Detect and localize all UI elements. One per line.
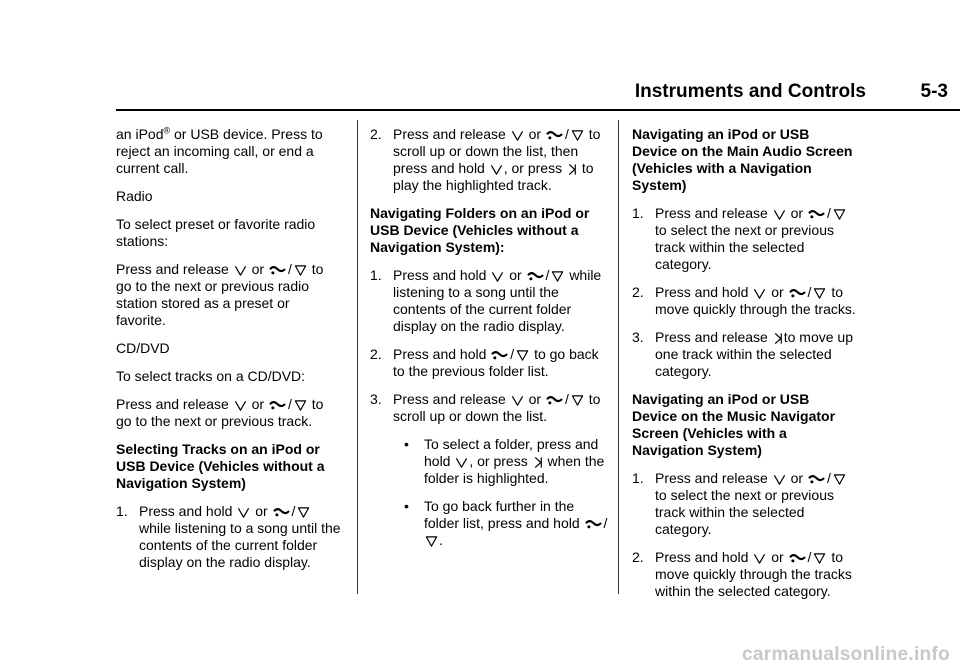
text: To select a folder, press and hold [424, 436, 599, 469]
list-item [632, 470, 858, 538]
list-item [632, 284, 858, 318]
down-arrow-icon [813, 552, 826, 565]
text: / [826, 205, 831, 221]
text: Press and hold [393, 267, 487, 283]
text: / [807, 549, 812, 565]
text: one track within the selected category. [655, 346, 832, 379]
step-number: 3. [632, 329, 644, 345]
down-arrow-icon [297, 506, 310, 519]
text: back to the previous folder list. [393, 346, 599, 379]
text: to select the next or previous track within the selected category. [655, 487, 834, 537]
seek-icon [585, 518, 602, 531]
text: to select the next or previous track within the selected category. [655, 222, 834, 272]
text: to [311, 261, 324, 277]
up-arrow-icon [234, 399, 247, 412]
list-item [632, 549, 858, 600]
list-item [370, 126, 610, 194]
text: Press and hold [655, 549, 749, 565]
seek-icon [527, 270, 544, 283]
text: move quickly through the tracks. [655, 301, 856, 317]
text: Press and release [655, 329, 768, 345]
up-arrow-icon [237, 506, 250, 519]
text: to scroll up or down the list. [393, 391, 601, 424]
up-arrow-icon [490, 163, 503, 176]
seek-icon [789, 552, 806, 565]
text: Press and hold [655, 284, 749, 300]
text: / [510, 346, 515, 362]
text: or [255, 503, 268, 519]
down-arrow-icon [833, 473, 846, 486]
text: Press and release [116, 396, 229, 412]
text: go to the next or previous track. [116, 413, 313, 429]
right-arrow-icon [773, 332, 783, 345]
bullet-item [370, 498, 610, 549]
column-divider [357, 120, 358, 594]
text: or [771, 284, 784, 300]
text: to go [534, 346, 566, 362]
right-arrow-icon [533, 456, 543, 469]
text-column-3 [632, 126, 858, 611]
text: / [545, 267, 550, 283]
step-number: 3. [370, 391, 382, 407]
text: or USB device. Press to reject an incoming call, or end a current call. [116, 126, 323, 176]
seek-icon [789, 287, 806, 300]
text: or [790, 470, 804, 486]
down-arrow-icon [294, 399, 307, 412]
step-number: 1. [370, 267, 382, 283]
text: or [528, 126, 542, 142]
text: or [528, 391, 542, 407]
text: to play the highlighted track. [393, 160, 594, 193]
bullet-item [370, 436, 610, 487]
up-arrow-icon [753, 552, 766, 565]
text: / [564, 391, 569, 407]
up-arrow-icon [753, 287, 766, 300]
section-heading: Selecting Tracks on an iPod or USB Device (Vehicles without a Navigation System) [116, 441, 325, 491]
seek-icon [808, 473, 825, 486]
text: . [439, 532, 443, 548]
seek-icon [546, 394, 563, 407]
down-arrow-icon [571, 394, 584, 407]
seek-icon [273, 506, 290, 519]
down-arrow-icon [425, 535, 438, 548]
text: / [826, 470, 831, 486]
bullet-dot: • [404, 498, 409, 514]
text: or [251, 261, 265, 277]
up-arrow-icon [491, 270, 504, 283]
paragraph: To select preset or favorite radio stations: [116, 216, 316, 249]
paragraph [116, 126, 342, 177]
text: , or press [503, 160, 563, 176]
text: / [564, 126, 569, 142]
list-item [632, 205, 858, 273]
text: / [291, 503, 296, 519]
text: to move up [783, 329, 853, 345]
section-heading: Navigating an iPod or USB Device on the Music Navigator Screen (Vehicles with a Navigation System) [632, 391, 836, 458]
text: , or press [469, 453, 528, 469]
text: to [311, 396, 324, 412]
text: Press and release [393, 391, 506, 407]
text: go to the next or previous radio station stored as a preset or favorite. [116, 278, 310, 328]
step-number: 2. [370, 126, 382, 142]
text: or [790, 205, 804, 221]
seek-icon [546, 129, 563, 142]
seek-icon [491, 349, 508, 362]
text: Press and hold [393, 346, 487, 362]
step-number: 2. [632, 284, 644, 300]
right-arrow-icon [567, 163, 577, 176]
seek-icon [269, 264, 286, 277]
up-arrow-icon [511, 394, 524, 407]
registered-mark: ® [163, 125, 171, 136]
list-item [370, 346, 610, 380]
down-arrow-icon [571, 129, 584, 142]
text: to scroll up or down the list, then press and hold [393, 126, 601, 176]
step-number: 1. [632, 205, 644, 221]
up-arrow-icon [773, 473, 786, 486]
text: while listening to a song until the contents of the current folder display on the radio display. [139, 520, 341, 570]
list-item [370, 267, 610, 335]
text: / [807, 284, 812, 300]
up-arrow-icon [773, 208, 786, 221]
heading: CD/DVD [116, 340, 170, 356]
paragraph [116, 261, 342, 329]
page-number: 5-3 [920, 81, 948, 102]
text: Press and release [116, 261, 229, 277]
text: when the folder is highlighted. [424, 453, 605, 486]
watermark: carmanualsonline.info [742, 644, 950, 665]
seek-icon [269, 399, 286, 412]
header-rule [116, 109, 960, 111]
text: Press and hold [139, 503, 233, 519]
up-arrow-icon [234, 264, 247, 277]
page-section-title: Instruments and Controls [634, 81, 866, 102]
seek-icon [808, 208, 825, 221]
text: Press and release [655, 470, 768, 486]
text: or [251, 396, 265, 412]
text: to [831, 549, 843, 565]
text-column-2 [370, 126, 610, 560]
down-arrow-icon [813, 287, 826, 300]
text: to [831, 284, 843, 300]
bullet-dot: • [404, 436, 409, 452]
text: an iPod [116, 126, 164, 142]
step-number: 1. [632, 470, 644, 486]
list-item [632, 329, 858, 380]
list-item [370, 391, 610, 425]
list-item [116, 503, 342, 571]
text: Press and release [393, 126, 506, 142]
heading: Radio [116, 188, 153, 204]
paragraph: To select tracks on a CD/DVD: [116, 368, 306, 384]
text: or [771, 549, 784, 565]
text: To go back further in the folder list, press and hold [424, 498, 580, 531]
up-arrow-icon [455, 456, 468, 469]
text-column-1 [116, 126, 342, 582]
text: move quickly through the tracks within the selected category. [655, 566, 852, 599]
step-number: 1. [116, 503, 128, 519]
up-arrow-icon [511, 129, 524, 142]
paragraph [116, 396, 342, 430]
step-number: 2. [370, 346, 382, 362]
text: / [287, 396, 292, 412]
text: or [509, 267, 522, 283]
down-arrow-icon [516, 349, 529, 362]
text: while listening to a song until the contents of the current folder display on the radio display. [393, 267, 602, 334]
step-number: 2. [632, 549, 644, 565]
down-arrow-icon [833, 208, 846, 221]
section-heading: Navigating Folders on an iPod or USB Device (Vehicles without a Navigation System): [370, 205, 590, 255]
section-heading: Navigating an iPod or USB Device on the Main Audio Screen (Vehicles with a Navigation System) [632, 126, 853, 193]
down-arrow-icon [551, 270, 564, 283]
text: / [603, 515, 608, 531]
column-divider [618, 120, 619, 594]
down-arrow-icon [294, 264, 307, 277]
text: Press and release [655, 205, 768, 221]
text: / [287, 261, 292, 277]
